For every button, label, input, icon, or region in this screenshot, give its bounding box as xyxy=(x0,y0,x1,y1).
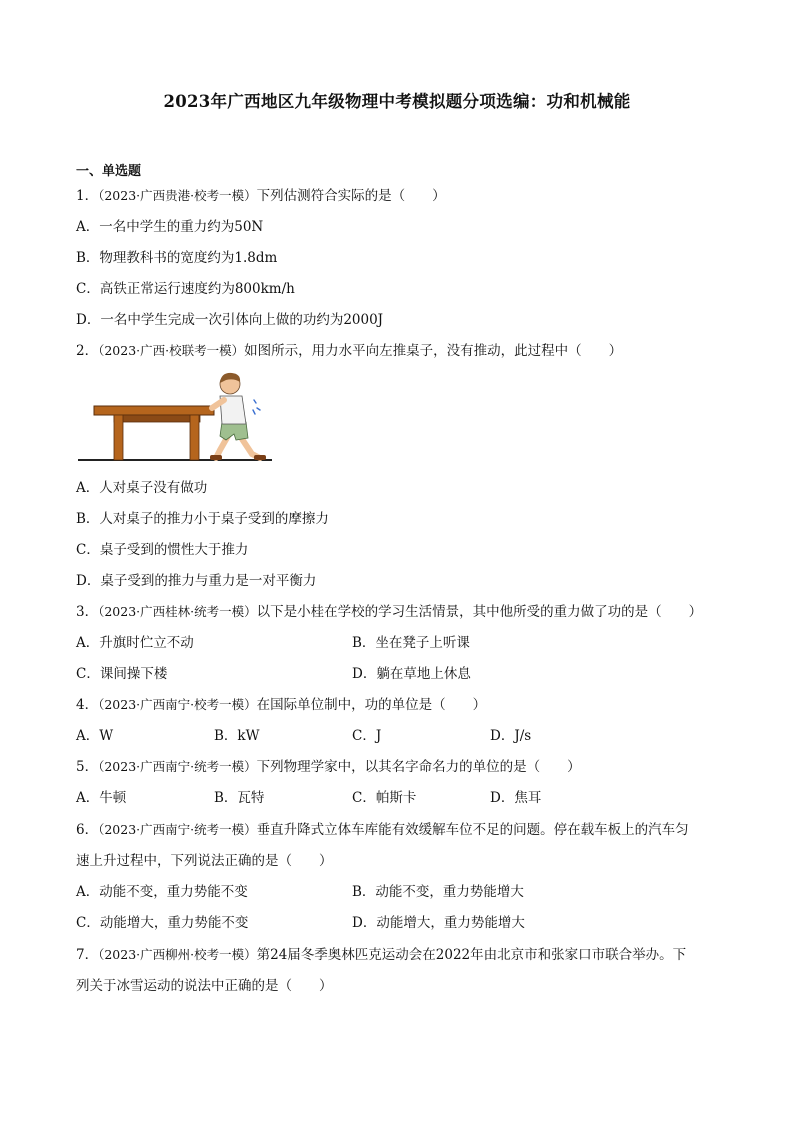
question-source: （2023·广西南宁·统考一模） xyxy=(98,822,257,837)
question-7-stem-continued: 列关于冰雪运动的说法中正确的是（ ） xyxy=(76,978,333,994)
question-number: 2． xyxy=(76,343,99,359)
option-d: D．躺在草地上休息 xyxy=(352,666,471,682)
person-left-shoe xyxy=(210,455,222,460)
table-top xyxy=(94,406,214,415)
question-text: 下列估测符合实际的是（ ） xyxy=(256,188,446,204)
option-c: C．帕斯卡 xyxy=(352,790,417,806)
option-a: A．人对桌子没有做功 xyxy=(76,480,208,496)
question-text: 下列物理学家中，以其名字命名力的单位的是（ ） xyxy=(256,759,581,775)
option-a: A．动能不变，重力势能不变 xyxy=(76,884,248,900)
person-right-shoe xyxy=(254,455,266,460)
table-leg-left xyxy=(114,415,123,460)
person-shorts xyxy=(220,422,248,440)
option-b: B．物理教科书的宽度约为1.8dm xyxy=(76,250,278,266)
question-5-stem xyxy=(76,757,581,777)
question-number: 1． xyxy=(76,188,99,204)
option-a: A．升旗时伫立不动 xyxy=(76,635,194,651)
question-2-stem xyxy=(76,341,622,361)
question-text: 垂直升降式立体车库能有效缓解车位不足的问题。停在载车板上的汽车匀 xyxy=(256,822,689,838)
person-back-leg xyxy=(240,436,260,458)
table-apron xyxy=(114,415,200,422)
section-heading: 一、单选题 xyxy=(76,164,142,179)
question-6-stem xyxy=(76,820,689,840)
question-3-stem xyxy=(76,602,702,622)
option-a: A．W xyxy=(76,728,114,744)
question-text: 以下是小桂在学校的学习生活情景，其中他所受的重力做了功的是（ ） xyxy=(256,604,703,620)
question-number: 6． xyxy=(76,822,99,838)
question-1-stem xyxy=(76,186,446,206)
option-b: B．人对桌子的推力小于桌子受到的摩擦力 xyxy=(76,511,329,527)
table-leg-right xyxy=(190,415,199,460)
option-b: B．瓦特 xyxy=(214,790,265,806)
option-c: C．课间操下楼 xyxy=(76,666,168,682)
option-a: A．牛顿 xyxy=(76,790,127,806)
question-number: 3． xyxy=(76,604,99,620)
option-b: B．kW xyxy=(214,728,260,744)
question-source: （2023·广西柳州·校考一模） xyxy=(98,947,257,962)
question-source: （2023·广西贵港·校考一模） xyxy=(98,188,257,203)
question-number: 4． xyxy=(76,697,99,713)
option-d: D．桌子受到的推力与重力是一对平衡力 xyxy=(76,573,317,589)
question-source: （2023·广西南宁·校考一模） xyxy=(98,697,257,712)
question-source: （2023·广西桂林·统考一模） xyxy=(98,604,257,619)
push-table-figure xyxy=(76,370,276,466)
option-d: D．焦耳 xyxy=(490,790,542,806)
question-source: （2023·广西·校联考一模） xyxy=(98,343,245,358)
option-d: D．动能增大，重力势能增大 xyxy=(352,915,525,931)
option-d: D．J/s xyxy=(490,728,532,744)
question-number: 7． xyxy=(76,947,99,963)
sweat-marks-icon xyxy=(253,400,260,414)
question-7-stem xyxy=(76,945,686,965)
option-c: C．J xyxy=(352,728,382,744)
question-text: 在国际单位制中，功的单位是（ ） xyxy=(256,697,487,713)
option-b: B．坐在凳子上听课 xyxy=(352,635,470,651)
question-4-stem xyxy=(76,695,486,715)
page-title: 2023年广西地区九年级物理中考模拟题分项选编：功和机械能 xyxy=(163,92,631,111)
option-b: B．动能不变，重力势能增大 xyxy=(352,884,524,900)
option-c: C．桌子受到的惯性大于推力 xyxy=(76,542,249,558)
question-source: （2023·广西南宁·统考一模） xyxy=(98,759,257,774)
question-number: 5． xyxy=(76,759,99,775)
option-d: D．一名中学生完成一次引体向上做的功约为2000J xyxy=(76,312,384,328)
question-6-stem-continued: 速上升过程中，下列说法正确的是（ ） xyxy=(76,853,333,869)
option-c: C．高铁正常运行速度约为800km/h xyxy=(76,281,295,297)
option-c: C．动能增大，重力势能不变 xyxy=(76,915,249,931)
question-text: 第24届冬季奥林匹克运动会在2022年由北京市和张家口市联合举办。下 xyxy=(256,947,687,963)
question-text: 如图所示，用力水平向左推桌子，没有推动，此过程中（ ） xyxy=(244,343,623,359)
option-a: A．一名中学生的重力约为50N xyxy=(76,219,264,235)
